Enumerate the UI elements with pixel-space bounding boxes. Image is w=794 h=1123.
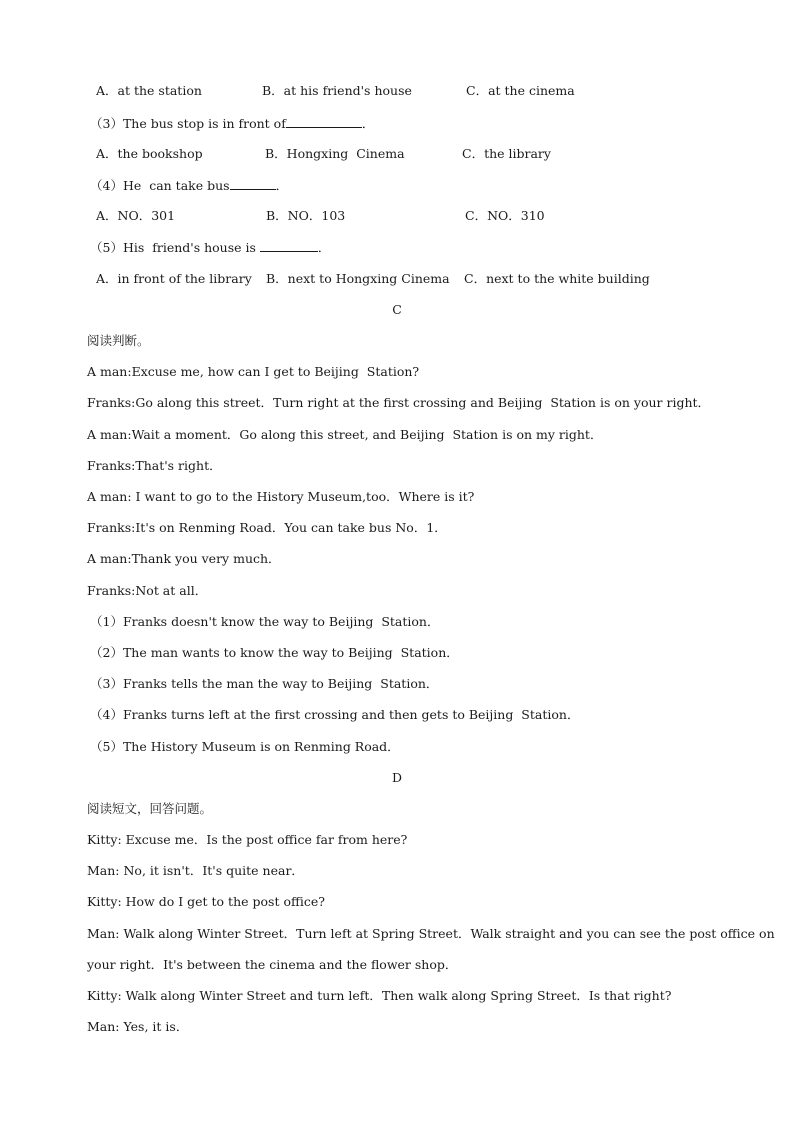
section-heading: D — [391, 770, 403, 785]
section-heading: C — [392, 302, 402, 317]
option-c: C．next to the white building — [464, 271, 650, 286]
dialogue-line: A man:Thank you very much． — [87, 551, 281, 566]
dialogue-line: A man:Wait a moment．Go along this street, and Beijing Station is on my right． — [87, 427, 603, 442]
option-b: B．NO．103 — [266, 208, 346, 223]
dialogue-line: Franks:That's right． — [87, 458, 222, 473]
dialogue-line: Kitty: Excuse me．Is the post office far from here? — [87, 832, 408, 847]
question-5-end: ． — [317, 240, 331, 255]
question-4-end: ． — [275, 178, 289, 193]
dialogue-line: Kitty: Walk along Winter Street and turn left．Then walk along Spring Street．Is that right? — [87, 988, 672, 1003]
statement-5: （5）The History Museum is on Renming Road． — [90, 739, 400, 754]
option-c: C．NO．310 — [465, 208, 545, 223]
dialogue-line: your right．It's between the cinema and the flower shop． — [87, 957, 458, 972]
question-3-end: ． — [361, 116, 375, 131]
question-3 — [90, 115, 374, 132]
dialogue-line: A man: I want to go to the History Museum,too．Where is it? — [87, 489, 475, 504]
statement-1: （1）Franks doesn't know the way to Beijing Station． — [90, 614, 440, 629]
dialogue-line: Franks:Go along this street．Turn right at the first crossing and Beijing Station is on your right． — [87, 395, 711, 410]
answer-blank — [230, 177, 276, 190]
option-b: B．next to Hongxing Cinema — [266, 271, 450, 286]
option-a: A．at the station — [96, 83, 202, 98]
option-a: A．NO．301 — [96, 208, 176, 223]
question-4 — [90, 177, 288, 194]
statement-3: （3）Franks tells the man the way to Beijing Station． — [90, 676, 439, 691]
dialogue-line: A man:Excuse me, how can I get to Beijing Station? — [87, 364, 420, 379]
option-c: C．at the cinema — [466, 83, 575, 98]
question-3-stem: （3）The bus stop is in front of — [90, 116, 286, 131]
dialogue-line: Man: Walk along Winter Street．Turn left at Spring Street．Walk straight and you can see the post office on — [87, 926, 775, 941]
option-a: A．in front of the library — [96, 271, 252, 286]
dialogue-line: Franks:It's on Renming Road．You can take bus No．1． — [87, 520, 447, 535]
section-instruction: 阅读判断。 — [87, 333, 150, 348]
dialogue-line: Franks:Not at all． — [87, 583, 208, 598]
option-a: A．the bookshop — [96, 146, 203, 161]
statement-2: （2）The man wants to know the way to Beijing Station． — [90, 645, 459, 660]
question-5 — [90, 239, 330, 256]
statement-4: （4）Franks turns left at the first crossing and then gets to Beijing Station． — [90, 707, 580, 722]
answer-blank — [286, 115, 362, 128]
dialogue-line: Man: Yes, it is． — [87, 1019, 189, 1034]
question-5-stem: （5）His friend's house is — [90, 240, 260, 255]
option-b: B．Hongxing Cinema — [265, 146, 405, 161]
section-instruction: 阅读短文，回答问题。 — [87, 801, 213, 816]
option-b: B．at his friend's house — [262, 83, 412, 98]
answer-blank — [260, 239, 318, 252]
option-c: C．the library — [462, 146, 551, 161]
dialogue-line: Kitty: How do I get to the post office? — [87, 894, 325, 909]
question-4-stem: （4）He can take bus — [90, 178, 230, 193]
dialogue-line: Man: No, it isn't．It's quite near． — [87, 863, 304, 878]
